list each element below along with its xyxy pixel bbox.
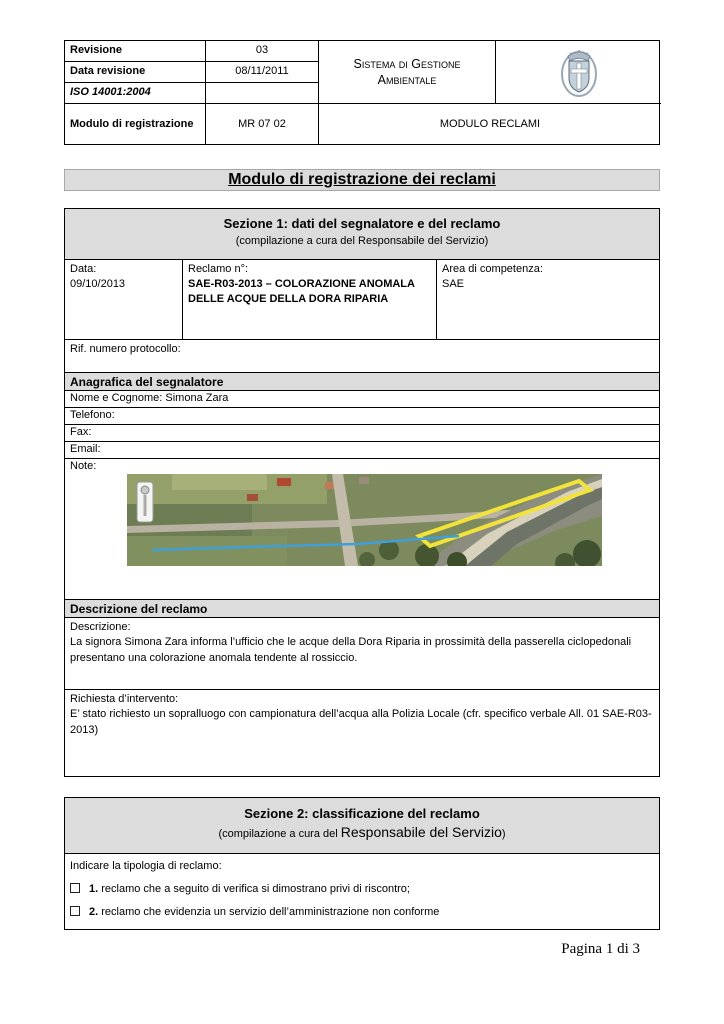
system-title (319, 41, 496, 104)
section2-title: Sezione 2: classificazione del reclamo (244, 806, 480, 821)
description-block (65, 618, 659, 689)
checkbox-option-2[interactable] (70, 906, 80, 916)
date-label: Data: (70, 263, 97, 275)
section-1 (64, 208, 660, 777)
page-title: Modulo di registrazione dei reclami (228, 171, 496, 188)
protocol-row: Rif. numero protocollo: (65, 339, 659, 372)
note-row (65, 459, 659, 599)
coat-of-arms-logo (496, 41, 661, 104)
claim-number-label: Reclamo n°: (188, 263, 249, 275)
module-title: MODULO RECLAMI (439, 118, 541, 130)
descrizione-header: Descrizione del reclamo (65, 599, 659, 618)
area-value: SAE (442, 277, 465, 290)
section2-subtitle-emphasis: Responsabile del Servizio (340, 824, 502, 840)
option-2 (70, 906, 654, 918)
header-value-data-revisione: 08/11/2011 (206, 62, 319, 83)
header-value-iso (206, 83, 319, 104)
section2-subtitle-suffix: ) (501, 828, 506, 840)
option-2-text: reclamo che evidenzia un servizio dell’amministrazione non conforme (98, 906, 440, 918)
email-row: Email: (65, 442, 659, 459)
section2-subtitle (65, 824, 659, 840)
header-value-revisione: 03 (206, 41, 319, 62)
section1-header (65, 209, 659, 259)
section2-body (65, 853, 659, 918)
aerial-photo-image (127, 474, 602, 566)
request-label: Richiesta d’intervento: (70, 693, 179, 705)
request-text: E’ stato richiesto un sopralluogo con campionatura dell’acqua alla Polizia Locale (cfr. specifico verbale All. 01 SAE-R03-2013) (70, 708, 652, 736)
date-cell (65, 260, 183, 339)
aerial-photo (127, 474, 602, 566)
claim-number-cell (183, 260, 437, 339)
section-2 (64, 797, 660, 930)
page-title-bar (64, 169, 660, 191)
option-2-number: 2. (89, 906, 99, 918)
note-label: Note: (70, 460, 97, 472)
header-value-modulo: MR 07 02 (206, 104, 319, 144)
system-title-text: Sistema di Gestione Ambientale (353, 56, 461, 87)
section1-subtitle: (compilazione a cura del Responsabile del Servizio) (235, 235, 489, 247)
claim-number-value: SAE-R03-2013 – COLORAZIONE ANOMALA DELLE ACQUE DELLA DORA RIPARIA (188, 277, 415, 305)
name-label: Nome e Cognome: (70, 392, 163, 404)
page-number: Pagina 1 di 3 (561, 941, 640, 957)
option-1 (70, 883, 654, 895)
date-value: 09/10/2013 (70, 277, 126, 290)
anagrafica-header: Anagrafica del segnalatore (65, 372, 659, 391)
section2-subtitle-prefix: (compilazione a cura del (218, 828, 341, 840)
header-label-iso: ISO 14001:2004 (65, 83, 206, 104)
checkbox-option-1[interactable] (70, 883, 80, 893)
header-label-modulo: Modulo di registrazione (65, 104, 206, 144)
name-row (65, 391, 659, 408)
description-label: Descrizione: (70, 621, 131, 633)
option-1-text: reclamo che a seguito di verifica si dimostrano privi di riscontro; (98, 883, 410, 895)
claim-summary-row (65, 259, 659, 339)
area-cell (437, 260, 660, 339)
request-block (65, 689, 659, 776)
phone-row: Telefono: (65, 408, 659, 425)
area-label: Area di competenza: (442, 263, 543, 275)
section2-header (65, 798, 659, 853)
header-label-revisione: Revisione (65, 41, 206, 62)
description-text: La signora Simona Zara informa l’ufficio che le acque della Dora Riparia in prossimità della passerella ciclopedonali presentano una colorazione anomala tendente al rossiccio. (70, 636, 632, 664)
header-table (64, 40, 660, 145)
header-label-data-revisione: Data revisione (65, 62, 206, 83)
name-value: Simona Zara (165, 392, 229, 404)
coat-of-arms-icon (560, 46, 598, 98)
option-1-number: 1. (89, 883, 99, 895)
typology-intro: Indicare la tipologia di reclamo: (70, 860, 222, 872)
fax-row: Fax: (65, 425, 659, 442)
section1-title: Sezione 1: dati del segnalatore e del reclamo (223, 216, 501, 231)
